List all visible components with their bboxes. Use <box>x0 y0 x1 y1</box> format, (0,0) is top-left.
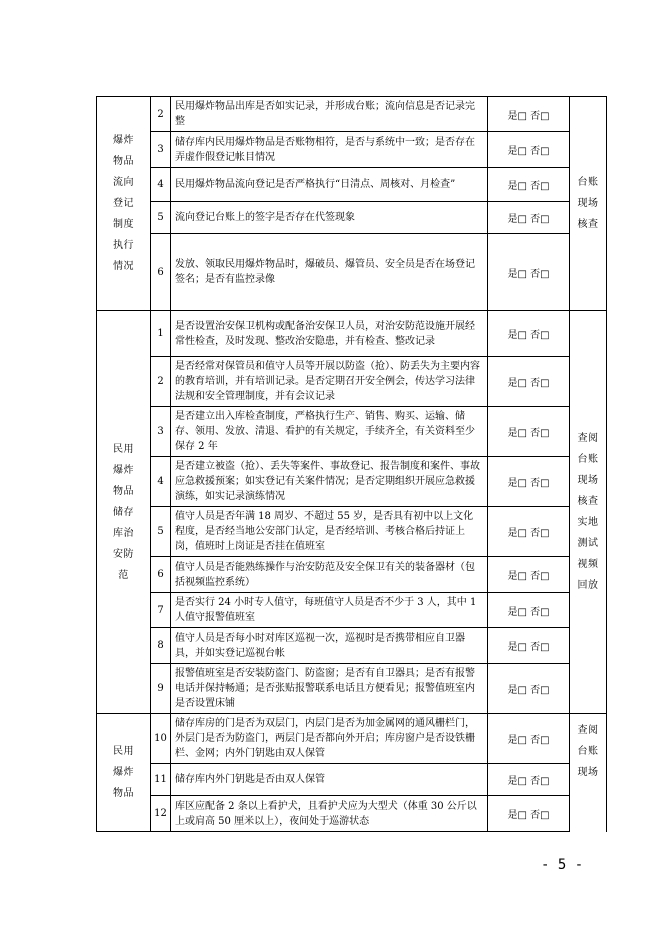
item-number: 2 <box>151 97 171 132</box>
table-row <box>97 407 607 457</box>
method-line: 台账 <box>577 454 599 465</box>
item-number: 12 <box>151 796 171 832</box>
method-line: 现场 <box>577 475 599 486</box>
method-line: 查阅 <box>577 433 599 444</box>
category-line: 物品 <box>113 485 134 497</box>
yes-no-checkboxes[interactable]: 是□ 否□ <box>488 132 570 168</box>
item-text: 储存库内民用爆炸物品是否账物相符，是否与系统中一致；是否存在弄虚作假登记帐目情况 <box>171 132 488 168</box>
yes-no-checkboxes[interactable]: 是□ 否□ <box>488 407 570 457</box>
method-cell <box>570 311 607 714</box>
method-line: 现场 <box>577 198 599 209</box>
yes-no-checkboxes[interactable]: 是□ 否□ <box>488 234 570 311</box>
category-line: 制度 <box>113 219 134 230</box>
item-text: 是否建立被盗（抢）、丢失等案件、事故登记、报告制度和案件、事故应急救援预案；如实登记有关案件情况；是否定期组织开展应急救援演练，如实记录演练情况 <box>171 457 488 507</box>
item-number: 5 <box>151 507 171 557</box>
item-number: 1 <box>151 311 171 357</box>
category-line: 情况 <box>113 261 134 272</box>
item-text: 是否实行 24 小时专人值守，每班值守人员是否不少于 3 人，其中 1 人值守报警值班室 <box>171 593 488 628</box>
category-line: 物品 <box>113 788 134 799</box>
category-line: 库治 <box>113 527 134 539</box>
method-line: 台账 <box>577 746 599 757</box>
method-line: 视频 <box>577 559 599 570</box>
yes-no-checkboxes[interactable]: 是□ 否□ <box>488 202 570 234</box>
table-row <box>97 202 607 234</box>
table-row <box>97 311 607 357</box>
category-line: 执行 <box>113 240 134 251</box>
category-line: 储存 <box>113 506 134 518</box>
item-text: 是否设置治安保卫机构或配备治安保卫人员，对治安防范设施开展经常性检查，及时发现、整改治安隐患，并有检查、整改记录 <box>171 311 488 357</box>
yes-no-checkboxes[interactable]: 是□ 否□ <box>488 714 570 764</box>
item-text: 民用爆炸物品流向登记是否严格执行“日清点、周核对、月检查” <box>171 168 488 202</box>
table-row <box>97 764 607 796</box>
item-number: 6 <box>151 234 171 311</box>
item-number: 5 <box>151 202 171 234</box>
yes-no-checkboxes[interactable]: 是□ 否□ <box>488 168 570 202</box>
item-text: 值守人员是否每小时对库区巡视一次，巡视时是否携带相应自卫器具，并如实登记巡视台帐 <box>171 628 488 664</box>
item-number: 7 <box>151 593 171 628</box>
table-row <box>97 507 607 557</box>
category-cell <box>97 714 151 832</box>
table-row <box>97 557 607 593</box>
item-number: 3 <box>151 407 171 457</box>
method-line: 核查 <box>577 219 599 230</box>
yes-no-checkboxes[interactable]: 是□ 否□ <box>488 764 570 796</box>
inspection-table <box>96 96 607 832</box>
category-line: 民用 <box>113 746 134 757</box>
item-text: 储存库房的门是否为双层门，内层门是否为加金属网的通风栅栏门，外层门是否为防盗门，两层门是否都向外开启；库房窗户是否设铁栅栏、金网；内外门钥匙由双人保管 <box>171 714 488 764</box>
category-cell <box>97 97 151 311</box>
page-number: - 5 - <box>541 857 584 873</box>
yes-no-checkboxes[interactable]: 是□ 否□ <box>488 557 570 593</box>
category-line: 登记 <box>113 198 134 209</box>
yes-no-checkboxes[interactable]: 是□ 否□ <box>488 796 570 832</box>
table-row <box>97 796 607 832</box>
table-row <box>97 628 607 664</box>
method-line: 现场 <box>577 767 599 778</box>
item-text: 报警值班室是否安装防盗门、防盗窗；是否有自卫器具；是否有报警电话并保持畅通；是否张贴报警联系电话且方便看见；报警值班室内是否设置床铺 <box>171 664 488 714</box>
table-row <box>97 168 607 202</box>
method-cell <box>570 714 607 832</box>
yes-no-checkboxes[interactable]: 是□ 否□ <box>488 628 570 664</box>
table-row <box>97 132 607 168</box>
table-row <box>97 97 607 132</box>
yes-no-checkboxes[interactable]: 是□ 否□ <box>488 97 570 132</box>
yes-no-checkboxes[interactable]: 是□ 否□ <box>488 593 570 628</box>
item-text: 值守人员是否能熟练操作与治安防范及安全保卫有关的装备器材（包括视频监控系统） <box>171 557 488 593</box>
item-number: 11 <box>151 764 171 796</box>
method-cell <box>570 97 607 311</box>
method-line: 测试 <box>577 538 599 549</box>
category-line: 范 <box>118 569 129 581</box>
method-line: 实地 <box>577 517 599 528</box>
category-line: 流向 <box>113 177 134 188</box>
method-line: 台账 <box>577 177 599 188</box>
method-line: 查阅 <box>577 725 599 736</box>
item-number: 3 <box>151 132 171 168</box>
category-line: 爆炸 <box>113 464 134 476</box>
table-row <box>97 457 607 507</box>
item-text: 是否经常对保管员和值守人员等开展以防盗（抢）、防丢失为主要内容的教育培训，并有培训记录。是否定期召开安全例会，传达学习法律法规和安全管理制度，并有会议记录 <box>171 357 488 407</box>
item-text: 流向登记台账上的签字是否存在代签现象 <box>171 202 488 234</box>
item-number: 8 <box>151 628 171 664</box>
yes-no-checkboxes[interactable]: 是□ 否□ <box>488 311 570 357</box>
yes-no-checkboxes[interactable]: 是□ 否□ <box>488 457 570 507</box>
table-row <box>97 234 607 311</box>
category-line: 爆炸 <box>113 767 134 778</box>
table-row <box>97 357 607 407</box>
item-number: 2 <box>151 357 171 407</box>
yes-no-checkboxes[interactable]: 是□ 否□ <box>488 507 570 557</box>
table-row <box>97 593 607 628</box>
category-cell <box>97 311 151 714</box>
item-text: 库区应配备 2 条以上看护犬，且看护犬应为大型犬（体重 30 公斤以上或肩高 50 厘米以上），夜间处于巡游状态 <box>171 796 488 832</box>
item-number: 9 <box>151 664 171 714</box>
item-number: 4 <box>151 457 171 507</box>
item-text: 民用爆炸物品出库是否如实记录，并形成台账；流向信息是否记录完整 <box>171 97 488 132</box>
category-line: 民用 <box>113 443 134 455</box>
item-text: 发放、领取民用爆炸物品时，爆破员、爆管员、安全员是否在场登记签名；是否有监控录像 <box>171 234 488 311</box>
yes-no-checkboxes[interactable]: 是□ 否□ <box>488 357 570 407</box>
item-number: 6 <box>151 557 171 593</box>
item-text: 值守人员是否年满 18 周岁、不超过 55 岁，是否具有初中以上文化程度，是否经当地公安部门认定，是否经培训、考核合格后持证上岗，值班时上岗证是否挂在值班室 <box>171 507 488 557</box>
category-line: 爆炸 <box>113 135 134 146</box>
category-line: 安防 <box>113 548 134 560</box>
yes-no-checkboxes[interactable]: 是□ 否□ <box>488 664 570 714</box>
item-number: 4 <box>151 168 171 202</box>
method-line: 回放 <box>577 580 599 591</box>
item-text: 是否建立出入库检查制度，严格执行生产、销售、购买、运输、储存、领用、发放、清退、看护的有关规定，手续齐全，有关资料至少保存 2 年 <box>171 407 488 457</box>
table-row <box>97 664 607 714</box>
category-line: 物品 <box>113 156 134 167</box>
method-line: 核查 <box>577 496 599 507</box>
table-row <box>97 714 607 764</box>
item-text: 储存库内外门钥匙是否由双人保管 <box>171 764 488 796</box>
item-number: 10 <box>151 714 171 764</box>
